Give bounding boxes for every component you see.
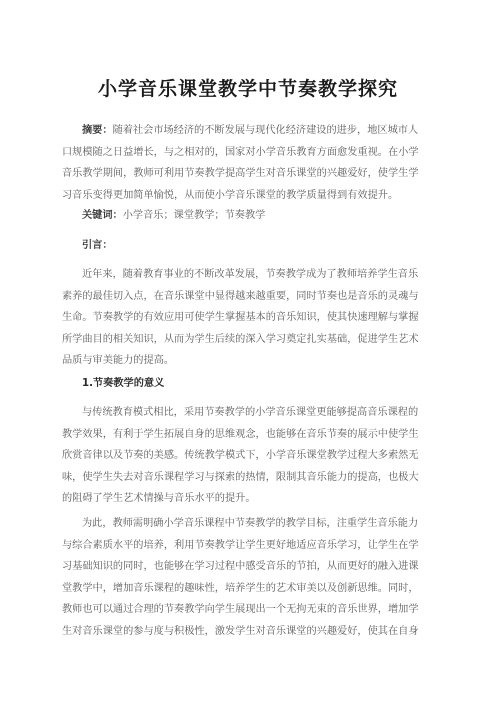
section-heading: 1.节奏教学的意义 (82, 378, 165, 389)
paragraph-line: 的阻碍了学生艺术情操与音乐水平的提升。 (62, 493, 256, 505)
abstract-line: 音乐教学期间，教师可利用节奏教学提高学生对音乐课堂的兴趣爱好，使学生学 (62, 168, 419, 180)
intro-line: 生命。节奏教学的有效应用可使学生掌握基本的音乐知识，使其快速理解与掌握 (62, 312, 419, 324)
keywords-line (62, 205, 442, 227)
paragraph-line: 习基础知识的同时，也能够在学习过程中感受音乐的节拍，从而更好的融入进课 (62, 561, 419, 573)
abstract-label: 摘要： (82, 125, 113, 136)
paragraph-line: 为此，教师需明确小学音乐课程中节奏教学的教学目标，注重学生音乐能力 (82, 518, 419, 529)
intro-label: 引言： (82, 240, 113, 251)
abstract-line: 习音乐变得更加简单愉悦，从而使小学音乐课堂的教学质量得到有效提升。 (62, 189, 399, 201)
intro-line: 所学曲目的相关知识，从而为学生后续的深入学习奠定扎实基础，促进学生艺术 (62, 333, 419, 345)
keywords-block (62, 205, 442, 227)
abstract-block (62, 120, 442, 206)
paragraph-line: 味，使学生失去对音乐课程学习与探索的热情，限制其音乐能力的提高，也极大 (62, 471, 419, 483)
paragraph-line: 与传统教育模式相比，采用节奏教学的小学音乐课堂更能够提高音乐课程的 (82, 407, 419, 418)
abstract-line: 摘要：随着社会市场经济的不断发展与现代化经济建设的进步，地区城市人 (82, 125, 419, 136)
section1-heading-block (62, 373, 442, 395)
abstract-line: 口规模随之日益增长，与之相对的，国家对小学音乐教育方面愈发重视。在小学 (62, 146, 419, 158)
paragraph-line: 生对音乐课堂的参与度与积极性，激发学生对音乐课堂的兴趣爱好，使其在自身 (62, 625, 419, 637)
section1-paragraph-1 (62, 402, 442, 510)
intro-paragraph (62, 264, 442, 372)
paragraph-line: 与综合素质水平的培养，利用节奏教学让学生更好地适应音乐学习，让学生在学 (62, 539, 419, 551)
paragraph-line: 堂教学中，增加音乐课程的趣味性，培养学生的艺术审美以及创新思维。同时， (62, 582, 419, 594)
paragraph-line: 欣赏音律以及节奏的美感。传统教学模式下，小学音乐课堂教学过程大多索然无 (62, 450, 419, 462)
keywords-label: 关键词： (82, 210, 123, 221)
intro-line: 品质与审美能力的提高。 (62, 355, 175, 367)
section1-paragraph-2 (62, 513, 442, 643)
document-title: 小学音乐课堂教学中节奏教学探究 (97, 78, 398, 100)
intro-label-block (62, 235, 442, 257)
paragraph-line: 教学效果，有利于学生拓展自身的思维观念，也能够在音乐节奏的展示中使学生 (62, 428, 419, 440)
intro-line: 素养的最佳切入点，在音乐课堂中显得越来越重要，同时节奏也是音乐的灵魂与 (62, 290, 419, 302)
intro-line: 近年来，随着教育事业的不断改革发展，节奏教学成为了教师培养学生音乐 (82, 269, 419, 280)
paragraph-line: 教师也可以通过合理的节奏教学向学生展现出一个无拘无束的音乐世界，增加学 (62, 604, 419, 616)
keywords-text: 小学音乐；课堂教学；节奏教学 (122, 210, 266, 221)
